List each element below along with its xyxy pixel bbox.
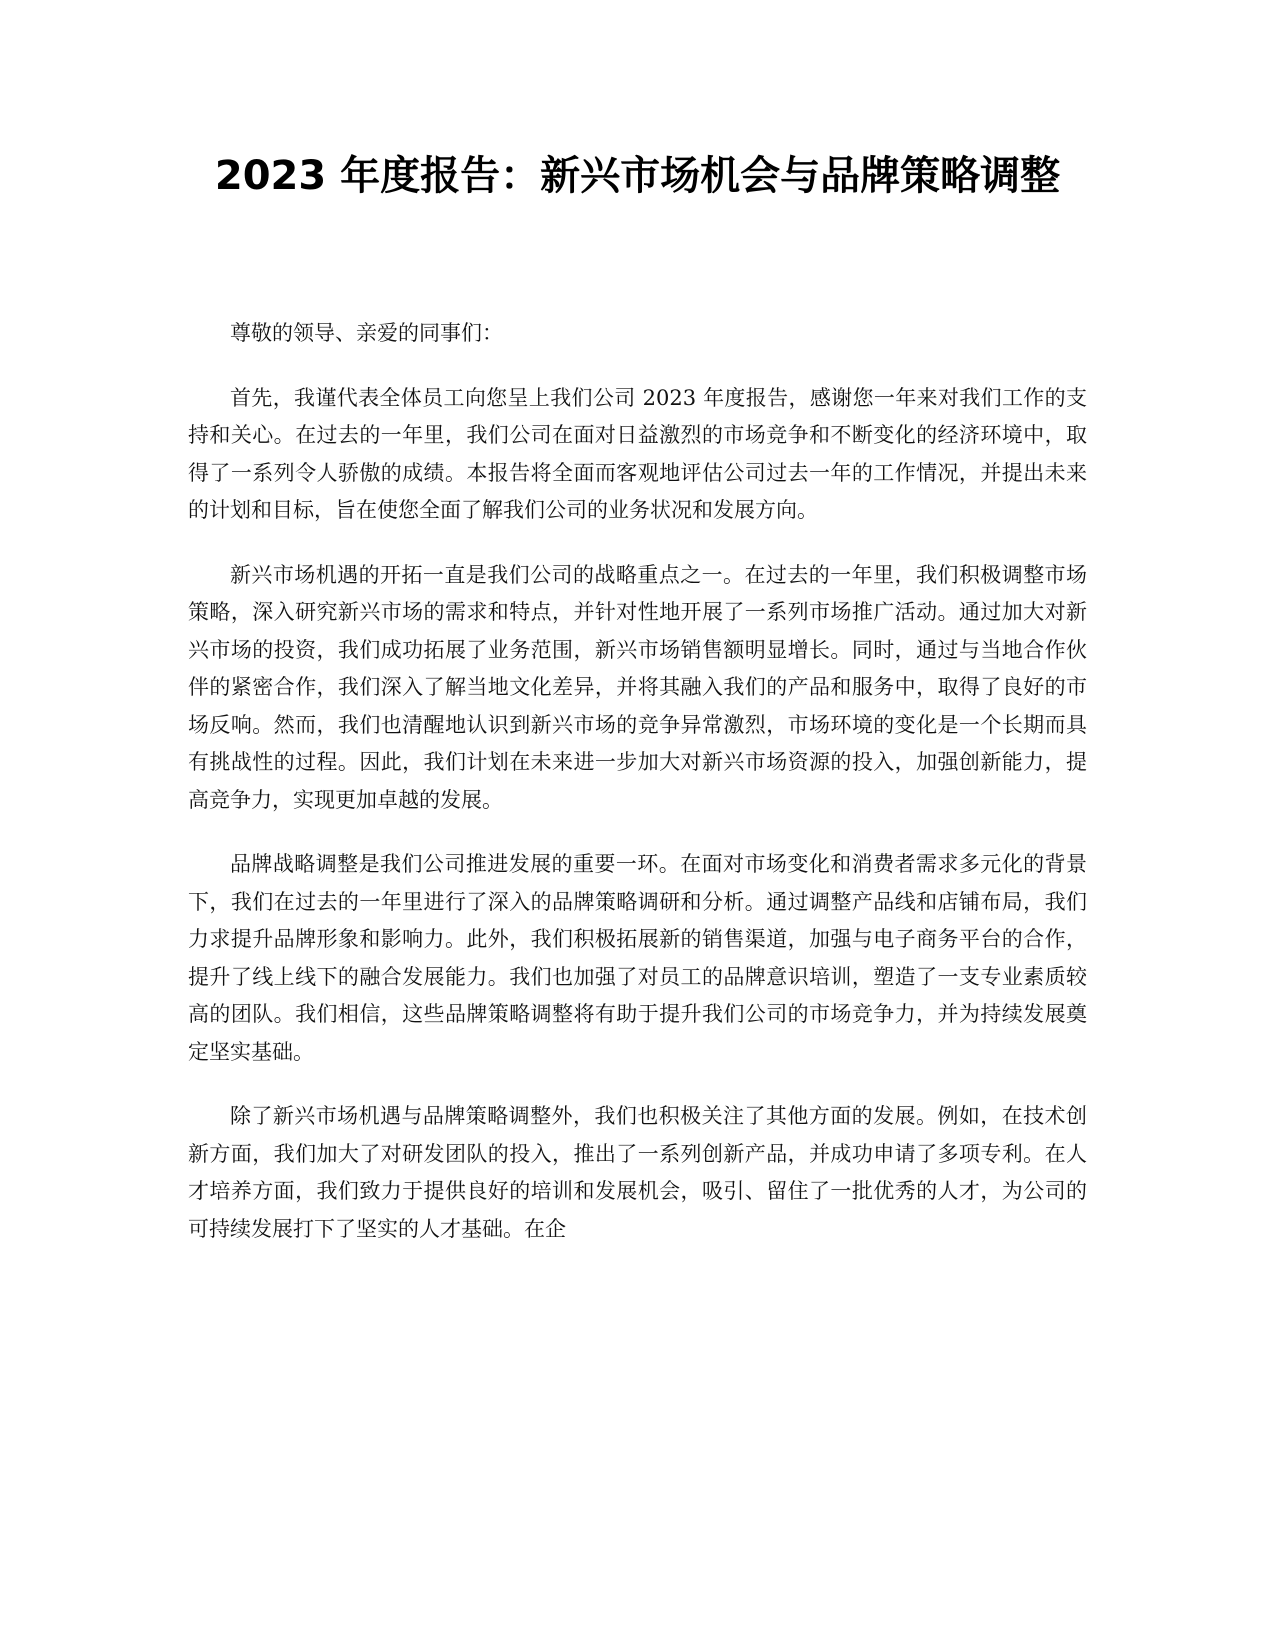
paragraph-emerging-markets: 新兴市场机遇的开拓一直是我们公司的战略重点之一。在过去的一年里，我们积极调整市场策略，深入研究新兴市场的需求和特点，并针对性地开展了一系列市场推广活动。通过加大对新兴市场的投资，我们成功拓展了业务范围，新兴市场销售额明显增长。同时，通过与当地合作伙伴的紧密合作，我们深入了解当地文化差异，并将其融入我们的产品和服务中，取得了良好的市场反响。然而，我们也清醒地认识到新兴市场的竞争异常激烈，市场环境的变化是一个长期而具有挑战性的过程。因此，我们计划在未来进一步加大对新兴市场资源的投入，加强创新能力，提高竞争力，实现更加卓越的发展。 (188, 562, 1087, 812)
paragraph-introduction: 首先，我谨代表全体员工向您呈上我们公司 2023 年度报告，感谢您一年来对我们工作的支持和关心。在过去的一年里，我们公司在面对日益激烈的市场竞争和不断变化的经济环境中，取得了一系列令人骄傲的成绩。本报告将全面而客观地评估公司过去一年的工作情况，并提出未来的计划和目标，旨在使您全面了解我们公司的业务状况和发展方向。 (188, 385, 1087, 522)
document-body (188, 315, 1087, 1248)
paragraph-salutation: 尊敬的领导、亲爱的同事们： (230, 321, 503, 345)
document-title: 2023 年度报告：新兴市场机会与品牌策略调整 (214, 153, 1061, 199)
paragraph-other-developments: 除了新兴市场机遇与品牌策略调整外，我们也积极关注了其他方面的发展。例如，在技术创新方面，我们加大了对研发团队的投入，推出了一系列创新产品，并成功申请了多项专利。在人才培养方面，我们致力于提供良好的培训和发展机会，吸引、留住了一批优秀的人才，为公司的可持续发展打下了坚实的人才基础。在企 (188, 1104, 1087, 1241)
paragraph-brand-strategy: 品牌战略调整是我们公司推进发展的重要一环。在面对市场变化和消费者需求多元化的背景下，我们在过去的一年里进行了深入的品牌策略调研和分析。通过调整产品线和店铺布局，我们力求提升品牌形象和影响力。此外，我们积极拓展新的销售渠道，加强与电子商务平台的合作，提升了线上线下的融合发展能力。我们也加强了对员工的品牌意识培训，塑造了一支专业素质较高的团队。我们相信，这些品牌策略调整将有助于提升我们公司的市场竞争力，并为持续发展奠定坚实基础。 (188, 852, 1087, 1064)
